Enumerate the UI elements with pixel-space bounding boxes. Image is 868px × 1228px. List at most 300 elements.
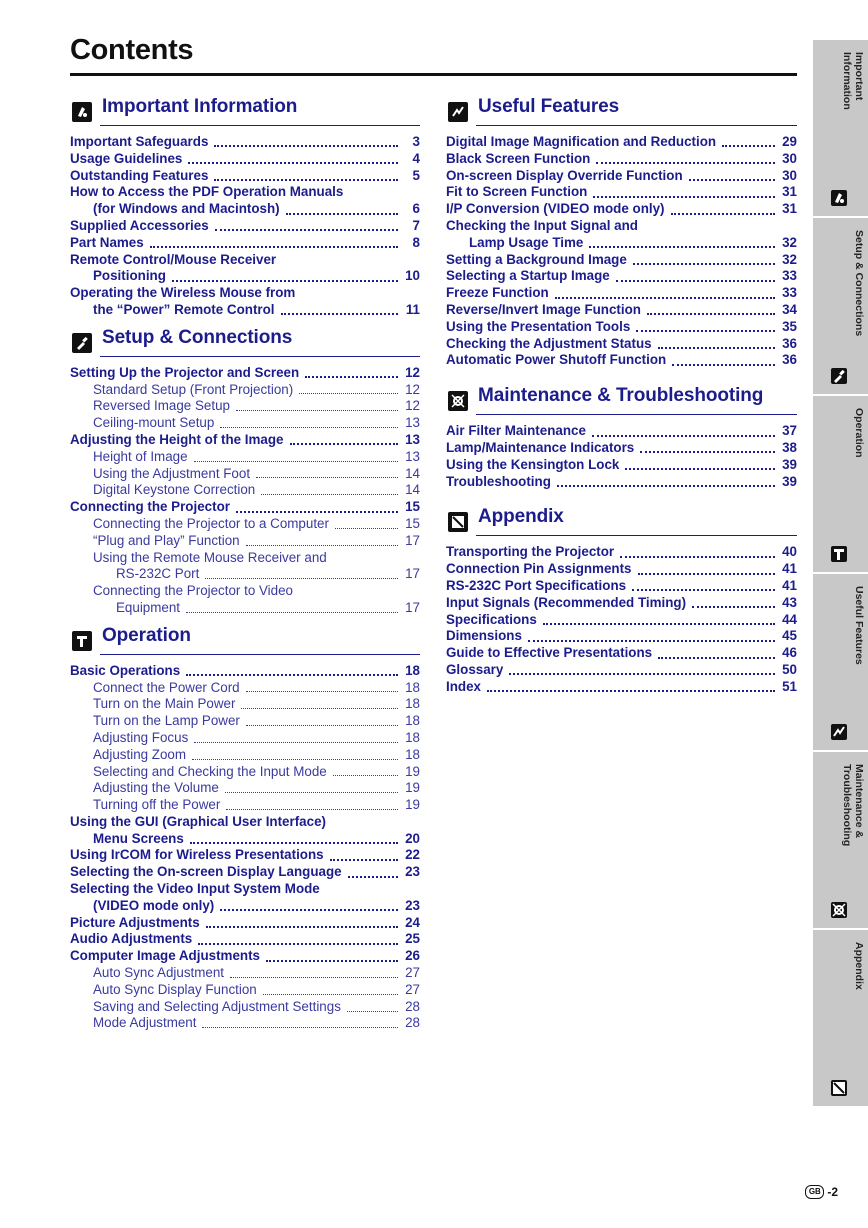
toc-entry[interactable] bbox=[70, 881, 420, 898]
leader-dots bbox=[692, 606, 775, 608]
side-tab[interactable] bbox=[813, 40, 868, 216]
leader-dots bbox=[220, 427, 398, 428]
section-rule bbox=[100, 654, 420, 655]
toc-entry-page: 45 bbox=[782, 628, 797, 644]
toc-entry[interactable] bbox=[70, 566, 420, 583]
section-rule bbox=[476, 125, 797, 126]
leader-dots bbox=[241, 708, 398, 709]
side-tab-label: Useful Features bbox=[853, 586, 865, 665]
toc-entry-label: RS-232C Port bbox=[116, 566, 200, 582]
toc-entry-page: 11 bbox=[405, 301, 420, 317]
toc-entry-label: On-screen Display Override Function bbox=[446, 167, 683, 183]
leader-dots bbox=[190, 842, 398, 844]
leader-dots bbox=[636, 330, 775, 332]
leader-dots bbox=[246, 691, 398, 692]
section-heading bbox=[70, 325, 420, 357]
section-heading bbox=[446, 504, 797, 536]
toc-entry-label: Connection Pin Assignments bbox=[446, 561, 632, 577]
toc-entry-label: Selecting and Checking the Input Mode bbox=[93, 763, 327, 779]
toc-entry-page: 18 bbox=[405, 679, 420, 695]
toc-entry-label: Checking the Adjustment Status bbox=[446, 335, 652, 351]
leader-dots bbox=[226, 809, 398, 810]
leader-dots bbox=[632, 589, 775, 591]
toc-entry-label: Using IrCOM for Wireless Presentations bbox=[70, 847, 324, 863]
toc-entry-label: Important Safeguards bbox=[70, 134, 209, 149]
toc-entry[interactable] bbox=[70, 680, 420, 697]
toc-entry[interactable] bbox=[446, 352, 797, 369]
toc-entry-label: Adjusting the Height of the Image bbox=[70, 431, 284, 447]
leader-dots bbox=[528, 640, 775, 642]
setup-plug-icon bbox=[831, 368, 847, 384]
leader-dots bbox=[220, 909, 398, 911]
toc-entry-label: “Plug and Play” Function bbox=[93, 532, 240, 548]
toc-entry[interactable] bbox=[70, 235, 420, 252]
toc-entry[interactable] bbox=[446, 134, 797, 151]
toc-entry-page: 17 bbox=[405, 532, 420, 548]
toc-entry-page: 24 bbox=[405, 914, 420, 930]
leader-dots bbox=[214, 145, 398, 147]
leader-dots bbox=[543, 623, 775, 625]
leader-dots bbox=[620, 556, 775, 558]
toc-entry-page: 28 bbox=[405, 1015, 420, 1031]
toc-entry[interactable] bbox=[70, 382, 420, 399]
toc-entry[interactable] bbox=[70, 449, 420, 466]
toc-entry-label: Adjusting Focus bbox=[93, 729, 189, 745]
toc-entry-label: Using the Kensington Lock bbox=[446, 456, 620, 472]
toc-entry-page: 38 bbox=[782, 439, 797, 455]
toc-entry-label: Standard Setup (Front Projection) bbox=[93, 381, 294, 397]
toc-entry[interactable] bbox=[446, 168, 797, 185]
toc-entry-page: 32 bbox=[782, 234, 797, 250]
leader-dots bbox=[230, 977, 398, 978]
toc-entry-page: 41 bbox=[782, 577, 797, 593]
leader-dots bbox=[638, 573, 775, 575]
toc-entry-label: Digital Image Magnification and Reduction bbox=[446, 134, 717, 149]
toc-entry[interactable] bbox=[70, 583, 420, 600]
toc-entry-label: Air Filter Maintenance bbox=[446, 423, 586, 439]
toc-entry-page: 20 bbox=[405, 830, 420, 846]
leader-dots bbox=[225, 792, 398, 793]
toc-entry[interactable] bbox=[70, 982, 420, 999]
toc-entry[interactable] bbox=[70, 1015, 420, 1032]
leader-dots bbox=[261, 494, 398, 495]
setup-plug-icon bbox=[72, 333, 92, 353]
toc-entry-page: 36 bbox=[782, 352, 797, 368]
leader-dots bbox=[633, 263, 775, 265]
toc-entry-label: Using the Remote Mouse Receiver and bbox=[93, 549, 327, 565]
side-tab-label: Important bbox=[853, 52, 865, 101]
toc-entry[interactable] bbox=[446, 151, 797, 168]
toc-entry[interactable] bbox=[70, 965, 420, 982]
side-tab[interactable] bbox=[813, 574, 868, 750]
toc-entry-label: RS-232C Port Specifications bbox=[446, 577, 627, 593]
toc-entry-page: 32 bbox=[782, 251, 797, 267]
toc-entry-label: Dimensions bbox=[446, 628, 522, 644]
toc-entry-page: 17 bbox=[405, 566, 420, 582]
side-tab[interactable] bbox=[813, 396, 868, 572]
leader-dots bbox=[672, 364, 775, 366]
toc-entry-label: Glossary bbox=[446, 661, 504, 677]
toc-entry[interactable] bbox=[70, 432, 420, 449]
toc-entry-page: 22 bbox=[405, 847, 420, 863]
toc-entry[interactable] bbox=[446, 628, 797, 645]
toc-entry-label: Equipment bbox=[116, 599, 181, 615]
toc-entry[interactable] bbox=[70, 151, 420, 168]
toc-entry[interactable] bbox=[70, 184, 420, 201]
toc-entry[interactable] bbox=[446, 423, 797, 440]
toc-entry-label: Picture Adjustments bbox=[70, 914, 200, 930]
toc-entry-page: 37 bbox=[782, 423, 797, 439]
toc-entry-label: Connecting the Projector to a Computer bbox=[93, 515, 329, 531]
side-tab-label: Setup & Connections bbox=[853, 230, 865, 337]
toc-entry[interactable] bbox=[70, 780, 420, 797]
side-tab-label: Maintenance & bbox=[853, 764, 865, 839]
page-title: Contents bbox=[70, 34, 194, 66]
toc-entry-page: 41 bbox=[782, 561, 797, 577]
toc-entry-page: 31 bbox=[782, 184, 797, 200]
leader-dots bbox=[671, 213, 776, 215]
toc-entry-page: 35 bbox=[782, 318, 797, 334]
toc-left-column bbox=[70, 88, 420, 1032]
toc-entry-label: Connecting the Projector bbox=[70, 499, 230, 515]
toc-entry-page: 18 bbox=[405, 662, 420, 678]
leader-dots bbox=[557, 485, 775, 487]
leader-dots bbox=[150, 246, 398, 248]
toc-entry[interactable] bbox=[446, 440, 797, 457]
section-heading bbox=[70, 94, 420, 126]
side-tab-label: Operation bbox=[853, 408, 865, 458]
toc-entry[interactable] bbox=[70, 915, 420, 932]
toc-entry-label: Adjusting the Volume bbox=[93, 780, 219, 796]
toc-entry[interactable] bbox=[446, 578, 797, 595]
toc-entry-label: Using the Presentation Tools bbox=[446, 318, 631, 334]
toc-entry-label: Operating the Wireless Mouse from bbox=[70, 285, 296, 301]
toc-entry[interactable] bbox=[70, 201, 420, 218]
info-hand-icon bbox=[72, 102, 92, 122]
toc-entry-label: Guide to Effective Presentations bbox=[446, 645, 653, 661]
side-tab[interactable] bbox=[813, 752, 868, 928]
section-rule bbox=[100, 356, 420, 357]
gb-badge: GB bbox=[805, 1185, 824, 1199]
toc-entry-page: 39 bbox=[782, 456, 797, 472]
toc-entry-label: Checking the Input Signal and bbox=[446, 217, 638, 233]
toc-entry-page: 23 bbox=[405, 864, 420, 880]
toc-entry-page: 46 bbox=[782, 645, 797, 661]
side-tab[interactable] bbox=[813, 218, 868, 394]
toc-entry-label: Connect the Power Cord bbox=[93, 679, 240, 695]
toc-entry-page: 13 bbox=[405, 431, 420, 447]
toc-entry[interactable] bbox=[446, 457, 797, 474]
appendix-icon bbox=[831, 1080, 847, 1096]
leader-dots bbox=[330, 859, 398, 861]
toc-entry[interactable] bbox=[446, 474, 797, 491]
toc-entry[interactable] bbox=[70, 696, 420, 713]
leader-dots bbox=[305, 376, 398, 378]
toc-entry-label: Audio Adjustments bbox=[70, 931, 193, 947]
leader-dots bbox=[299, 393, 398, 394]
toc-entry-page: 13 bbox=[405, 448, 420, 464]
toc-entry[interactable] bbox=[70, 533, 420, 550]
toc-entry-page: 5 bbox=[412, 167, 420, 183]
toc-entry-label: Remote Control/Mouse Receiver bbox=[70, 251, 277, 267]
toc-entry[interactable] bbox=[70, 831, 420, 848]
leader-dots bbox=[333, 775, 398, 776]
toc-entry-page: 6 bbox=[412, 201, 420, 217]
toc-entry[interactable] bbox=[446, 679, 797, 696]
toc-entry-label: Setting a Background Image bbox=[446, 251, 627, 267]
leader-dots bbox=[640, 451, 775, 453]
leader-dots bbox=[658, 347, 775, 349]
toc-right-column bbox=[446, 88, 797, 696]
toc-entry-label: Auto Sync Display Function bbox=[93, 981, 257, 997]
toc-entry-label: Usage Guidelines bbox=[70, 150, 183, 166]
toc-entry-label: Supplied Accessories bbox=[70, 217, 209, 233]
toc-entry-label: (VIDEO mode only) bbox=[93, 897, 215, 913]
toc-entry[interactable] bbox=[70, 516, 420, 533]
toc-entry[interactable] bbox=[446, 612, 797, 629]
toc-entry[interactable] bbox=[446, 595, 797, 612]
leader-dots bbox=[266, 960, 398, 962]
leader-dots bbox=[246, 545, 398, 546]
toc-entry[interactable] bbox=[70, 302, 420, 319]
appendix-icon bbox=[448, 512, 468, 532]
toc-entry-page: 15 bbox=[405, 499, 420, 515]
section-title: Operation bbox=[102, 624, 191, 646]
toc-entry-page: 33 bbox=[782, 268, 797, 284]
leader-dots bbox=[625, 468, 775, 470]
toc-entry-label: Positioning bbox=[93, 268, 166, 284]
toc-entry-page: 29 bbox=[782, 134, 797, 149]
toc-entry-label: Turning off the Power bbox=[93, 797, 221, 813]
leader-dots bbox=[647, 313, 775, 315]
toc-entry[interactable] bbox=[70, 931, 420, 948]
operation-remote-icon bbox=[72, 631, 92, 651]
leader-dots bbox=[188, 162, 398, 164]
toc-entry-page: 14 bbox=[405, 465, 420, 481]
leader-dots bbox=[198, 943, 398, 945]
toc-entry[interactable] bbox=[446, 302, 797, 319]
toc-entry-page: 36 bbox=[782, 335, 797, 351]
toc-entry[interactable] bbox=[446, 268, 797, 285]
info-hand-icon bbox=[831, 190, 847, 206]
toc-entry[interactable] bbox=[70, 948, 420, 965]
toc-entry[interactable] bbox=[70, 814, 420, 831]
leader-dots bbox=[256, 477, 398, 478]
toc-entry[interactable] bbox=[446, 319, 797, 336]
toc-entry[interactable] bbox=[446, 184, 797, 201]
toc-entry-label: Turn on the Lamp Power bbox=[93, 713, 240, 729]
leader-dots bbox=[263, 994, 398, 995]
leader-dots bbox=[616, 280, 775, 282]
leader-dots bbox=[202, 1027, 398, 1028]
toc-entry[interactable] bbox=[70, 168, 420, 185]
toc-entry-label: Digital Keystone Correction bbox=[93, 482, 256, 498]
operation-remote-icon bbox=[831, 546, 847, 562]
toc-entry[interactable] bbox=[446, 544, 797, 561]
toc-entry-label: Menu Screens bbox=[93, 830, 184, 846]
toc-entry[interactable] bbox=[70, 847, 420, 864]
toc-entry[interactable] bbox=[446, 252, 797, 269]
toc-entry[interactable] bbox=[70, 747, 420, 764]
page-number bbox=[805, 1185, 838, 1199]
toc-entry-page: 44 bbox=[782, 611, 797, 627]
toc-entry-label: Setting Up the Projector and Screen bbox=[70, 364, 300, 380]
toc-entry[interactable] bbox=[446, 662, 797, 679]
section-heading bbox=[70, 623, 420, 655]
toc-entry-label: Input Signals (Recommended Timing) bbox=[446, 594, 687, 610]
toc-entry[interactable] bbox=[70, 898, 420, 915]
toc-entry-page: 15 bbox=[405, 515, 420, 531]
toc-entry-page: 34 bbox=[782, 301, 797, 317]
useful-features-icon bbox=[831, 724, 847, 740]
toc-entry[interactable] bbox=[70, 730, 420, 747]
toc-entry-page: 7 bbox=[412, 217, 420, 233]
useful-features-icon bbox=[448, 102, 468, 122]
leader-dots bbox=[596, 162, 775, 164]
toc-entry-page: 23 bbox=[405, 897, 420, 913]
section-rule bbox=[100, 125, 420, 126]
leader-dots bbox=[658, 657, 775, 659]
toc-entry-label: Auto Sync Adjustment bbox=[93, 965, 225, 981]
toc-entry-label: Reversed Image Setup bbox=[93, 398, 230, 414]
toc-entry-label: Saving and Selecting Adjustment Settings bbox=[93, 998, 341, 1014]
leader-dots bbox=[214, 179, 398, 181]
section-title: Setup & Connections bbox=[102, 326, 293, 348]
toc-entry-page: 51 bbox=[782, 678, 797, 694]
toc-entry-label: Specifications bbox=[446, 611, 537, 627]
toc-entry-label: (for Windows and Macintosh) bbox=[93, 201, 280, 217]
toc-entry-page: 27 bbox=[405, 981, 420, 997]
toc-entry-page: 12 bbox=[405, 364, 420, 380]
toc-entry-page: 50 bbox=[782, 661, 797, 677]
toc-entry[interactable] bbox=[70, 365, 420, 382]
toc-entry[interactable] bbox=[70, 268, 420, 285]
leader-dots bbox=[192, 759, 398, 760]
leader-dots bbox=[487, 690, 775, 692]
toc-entry[interactable] bbox=[446, 201, 797, 218]
toc-entry[interactable] bbox=[70, 252, 420, 269]
leader-dots bbox=[186, 674, 398, 676]
toc-entry-page: 3 bbox=[412, 134, 420, 149]
toc-entry-label: Part Names bbox=[70, 234, 144, 250]
toc-entry[interactable] bbox=[70, 550, 420, 567]
toc-entry-page: 12 bbox=[405, 381, 420, 397]
toc-entry-label: Transporting the Projector bbox=[446, 544, 615, 560]
toc-entry[interactable] bbox=[70, 600, 420, 617]
toc-entry-page: 18 bbox=[405, 696, 420, 712]
toc-entry[interactable] bbox=[70, 398, 420, 415]
toc-entry[interactable] bbox=[70, 134, 420, 151]
leader-dots bbox=[205, 578, 398, 579]
leader-dots bbox=[286, 213, 398, 215]
toc-entry[interactable] bbox=[446, 561, 797, 578]
leader-dots bbox=[236, 511, 398, 513]
toc-entry-label: Basic Operations bbox=[70, 662, 181, 678]
toc-entry[interactable] bbox=[70, 415, 420, 432]
side-tab-label: Appendix bbox=[853, 942, 865, 990]
toc-entry[interactable] bbox=[70, 499, 420, 516]
toc-entry-label: Mode Adjustment bbox=[93, 1015, 197, 1031]
toc-entry[interactable] bbox=[70, 218, 420, 235]
toc-entry-page: 43 bbox=[782, 594, 797, 610]
leader-dots bbox=[172, 280, 398, 282]
toc-entry-label: Outstanding Features bbox=[70, 167, 209, 183]
toc-entry-label: I/P Conversion (VIDEO mode only) bbox=[446, 201, 665, 217]
toc-entry-page: 19 bbox=[405, 763, 420, 779]
toc-entry-label: Selecting the Video Input System Mode bbox=[70, 881, 320, 897]
section-rule bbox=[476, 414, 797, 415]
leader-dots bbox=[206, 926, 398, 928]
toc-entry-page: 27 bbox=[405, 965, 420, 981]
toc-entry[interactable] bbox=[446, 218, 797, 235]
leader-dots bbox=[236, 410, 398, 411]
toc-entry-label: Fit to Screen Function bbox=[446, 184, 588, 200]
toc-entry[interactable] bbox=[446, 645, 797, 662]
toc-entry-page: 13 bbox=[405, 415, 420, 431]
toc-entry[interactable] bbox=[70, 764, 420, 781]
toc-entry-label: Black Screen Function bbox=[446, 150, 591, 166]
toc-entry[interactable] bbox=[70, 285, 420, 302]
toc-entry-page: 19 bbox=[405, 780, 420, 796]
leader-dots bbox=[335, 528, 398, 529]
toc-entry[interactable] bbox=[70, 797, 420, 814]
leader-dots bbox=[215, 229, 398, 231]
side-tab[interactable] bbox=[813, 930, 868, 1106]
leader-dots bbox=[509, 673, 775, 675]
toc-entry[interactable] bbox=[70, 466, 420, 483]
toc-entry[interactable] bbox=[446, 336, 797, 353]
toc-entry-label: Ceiling-mount Setup bbox=[93, 415, 215, 431]
toc-entry-page: 12 bbox=[405, 398, 420, 414]
toc-entry-page: 26 bbox=[405, 948, 420, 964]
maintenance-icon bbox=[448, 391, 468, 411]
toc-entry[interactable] bbox=[70, 482, 420, 499]
toc-entry-label: Adjusting Zoom bbox=[93, 746, 187, 762]
leader-dots bbox=[186, 612, 398, 613]
toc-entry-page: 28 bbox=[405, 998, 420, 1014]
toc-entry-page: 30 bbox=[782, 150, 797, 166]
toc-entry-label: Using the Adjustment Foot bbox=[93, 465, 251, 481]
section-heading bbox=[446, 94, 797, 126]
leader-dots bbox=[194, 742, 398, 743]
toc-entry-page: 33 bbox=[782, 285, 797, 301]
leader-dots bbox=[589, 246, 775, 248]
toc-entry-page: 25 bbox=[405, 931, 420, 947]
toc-entry-label: Troubleshooting bbox=[446, 473, 551, 489]
toc-entry[interactable] bbox=[446, 285, 797, 302]
toc-entry-label: Selecting the On-screen Display Language bbox=[70, 864, 342, 880]
toc-entry-page: 30 bbox=[782, 167, 797, 183]
toc-entry[interactable] bbox=[446, 235, 797, 252]
toc-entry[interactable] bbox=[70, 663, 420, 680]
toc-entry-label: Index bbox=[446, 678, 481, 694]
toc-entry-label: How to Access the PDF Operation Manuals bbox=[70, 184, 344, 200]
toc-entry-page: 10 bbox=[405, 268, 420, 284]
leader-dots bbox=[593, 196, 775, 198]
leader-dots bbox=[689, 179, 775, 181]
maintenance-icon bbox=[831, 902, 847, 918]
leader-dots bbox=[347, 1011, 398, 1012]
leader-dots bbox=[194, 461, 398, 462]
toc-entry-page: 31 bbox=[782, 201, 797, 217]
leader-dots bbox=[290, 443, 398, 445]
toc-entry-label: Turn on the Main Power bbox=[93, 696, 236, 712]
toc-entry[interactable] bbox=[70, 999, 420, 1016]
toc-entry[interactable] bbox=[70, 864, 420, 881]
section-tabs bbox=[813, 40, 868, 1105]
side-tab-label: Troubleshooting bbox=[841, 764, 853, 847]
toc-entry[interactable] bbox=[70, 713, 420, 730]
